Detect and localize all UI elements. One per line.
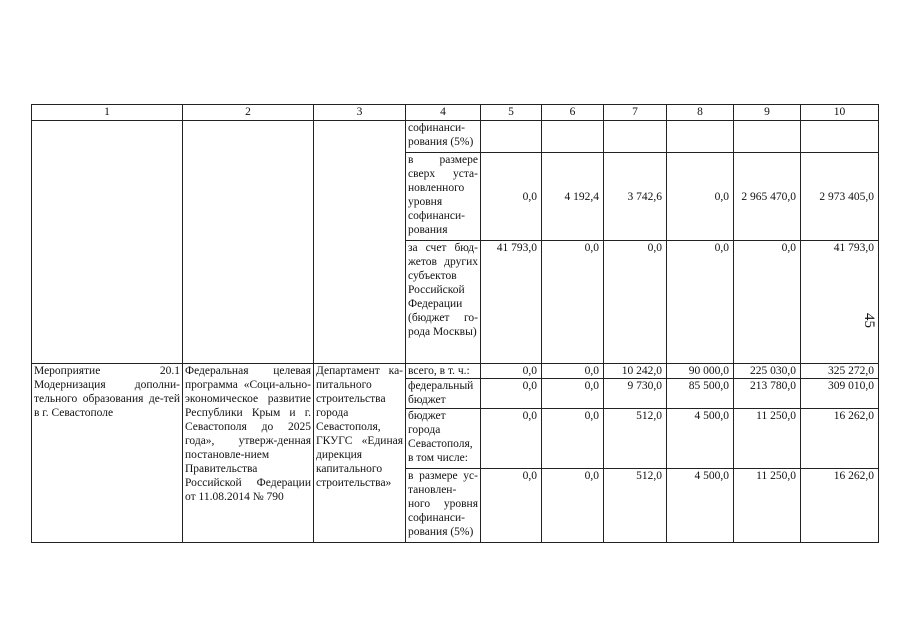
source-cell: софинанси-рования (5%) [406,121,481,153]
measure-title-cell: Мероприятие 20.1 Модернизация дополни-тельного образования де-тей в г. Севастополе [32,364,183,543]
value-cell: 309 010,0 [801,379,879,409]
header-cell: 8 [667,105,734,121]
value-cell: 11 250,0 [734,409,801,469]
header-cell: 7 [604,105,667,121]
value-cell: 0,0 [667,153,734,241]
header-row [32,105,879,121]
source-cell: бюджет города Севастополя, в том числе: [406,409,481,469]
value-cell: 0,0 [542,409,604,469]
value-cell [801,121,879,153]
value-cell: 0,0 [604,241,667,364]
value-cell [734,121,801,153]
empty-cell [183,121,314,364]
value-cell: 0,0 [542,379,604,409]
header-cell: 2 [183,105,314,121]
value-cell: 10 242,0 [604,364,667,379]
value-cell [481,121,542,153]
value-cell: 0,0 [667,241,734,364]
header-cell: 10 [801,105,879,121]
header-cell: 1 [32,105,183,121]
value-cell: 4 500,0 [667,469,734,543]
value-cell: 3 742,6 [604,153,667,241]
value-cell: 2 965 470,0 [734,153,801,241]
source-cell: всего, в т. ч.: [406,364,481,379]
value-cell: 41 793,0 [801,241,879,364]
value-cell [542,121,604,153]
header-cell: 9 [734,105,801,121]
header-cell: 5 [481,105,542,121]
value-cell: 11 250,0 [734,469,801,543]
value-cell: 85 500,0 [667,379,734,409]
page-number: 45 [861,313,877,328]
value-cell [667,121,734,153]
value-cell: 0,0 [481,364,542,379]
empty-cell [32,121,183,364]
value-cell: 213 780,0 [734,379,801,409]
table-row [32,121,879,153]
value-cell: 0,0 [542,241,604,364]
source-cell: в размере ус-тановлен-ного уровня софинанси-рования (5%) [406,469,481,543]
program-cell: Федеральная целевая программа «Соци-ально-экономическое развитие Республики Крым и г. Севастополя до 2025 года», утверж-денная постановле-нием Правительства Российской Федерации от 11.08.2014 № 790 [183,364,314,543]
header-cell: 4 [406,105,481,121]
value-cell: 0,0 [734,241,801,364]
funding-table [31,104,879,543]
value-cell: 16 262,0 [801,469,879,543]
source-cell: федеральный бюджет [406,379,481,409]
value-cell: 0,0 [481,469,542,543]
value-cell: 0,0 [481,153,542,241]
header-cell: 6 [542,105,604,121]
value-cell: 512,0 [604,409,667,469]
source-cell: в размере сверх уста-новленного уровня софинанси-рования [406,153,481,241]
source-cell: за счет бюд-жетов других субъектов Российской Федерации (бюджет го-рода Москвы) [406,241,481,364]
value-cell: 0,0 [542,364,604,379]
value-cell: 9 730,0 [604,379,667,409]
value-cell: 41 793,0 [481,241,542,364]
value-cell: 0,0 [481,409,542,469]
value-cell: 16 262,0 [801,409,879,469]
value-cell: 2 973 405,0 [801,153,879,241]
value-cell: 4 192,4 [542,153,604,241]
value-cell: 512,0 [604,469,667,543]
value-cell: 90 000,0 [667,364,734,379]
value-cell: 225 030,0 [734,364,801,379]
value-cell: 4 500,0 [667,409,734,469]
table-row [32,364,879,379]
value-cell: 0,0 [481,379,542,409]
executor-cell: Департамент ка-питального строительства города Севастополя, ГКУГС «Единая дирекция капитального строительства» [314,364,406,543]
header-cell: 3 [314,105,406,121]
empty-cell [314,121,406,364]
value-cell: 325 272,0 [801,364,879,379]
value-cell: 0,0 [542,469,604,543]
value-cell [604,121,667,153]
